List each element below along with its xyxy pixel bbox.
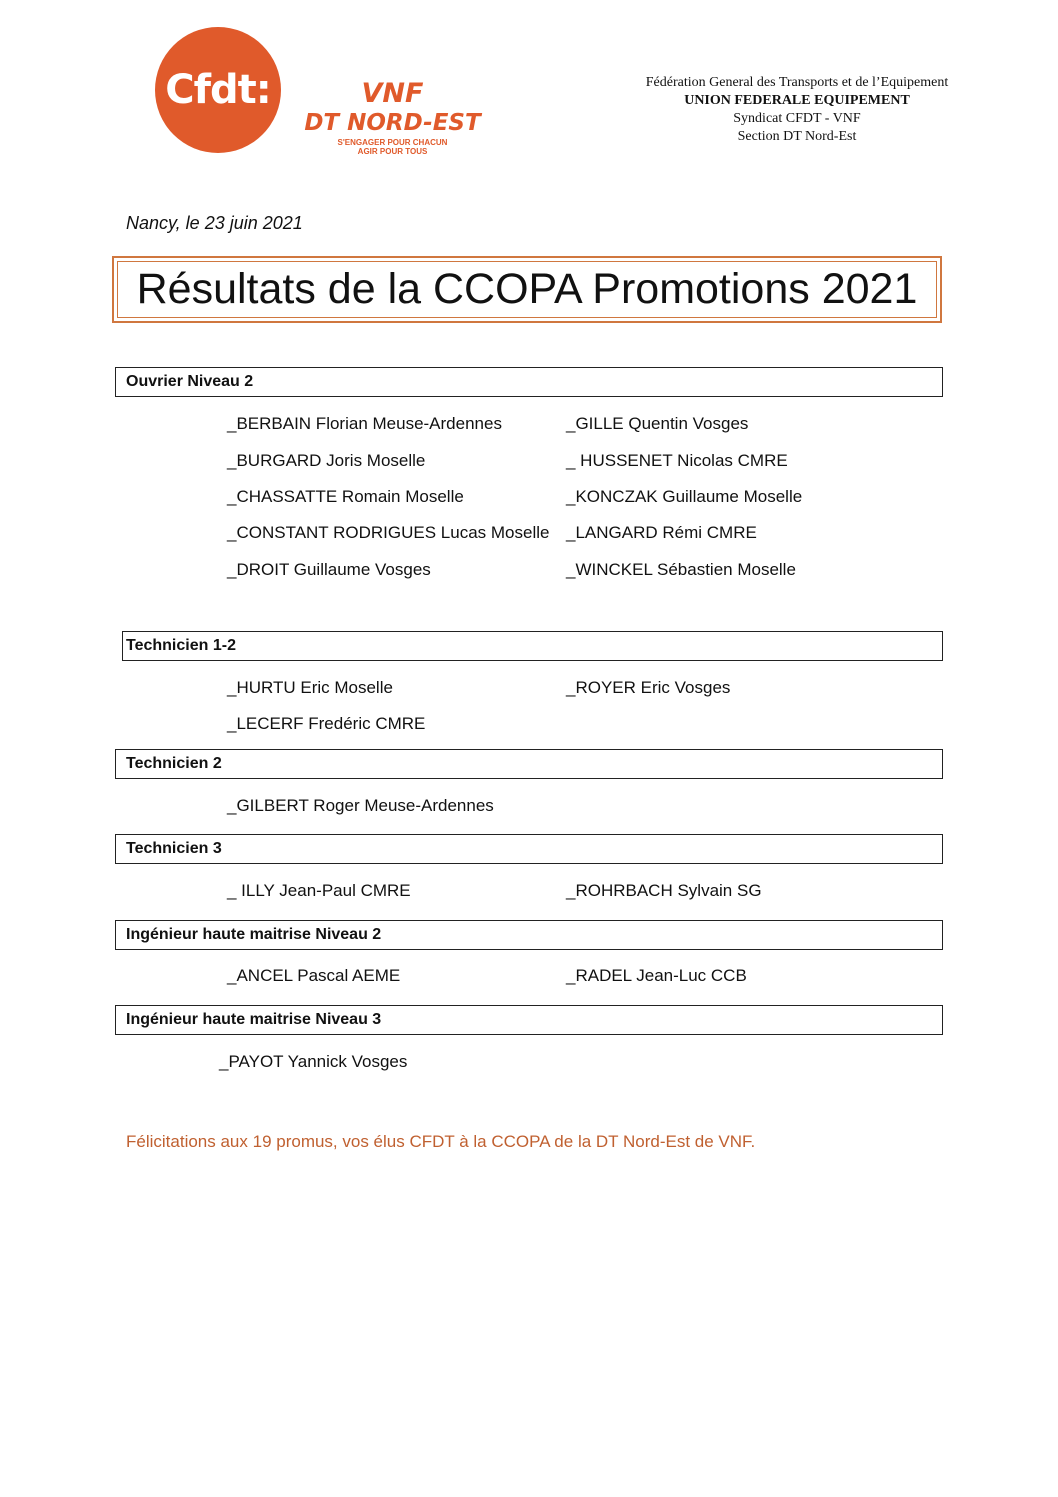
promoted-name: _RADEL Jean-Luc CCB	[566, 966, 747, 985]
vnf-logo-line2: DT NORD-EST	[304, 110, 481, 136]
promoted-name: _CONSTANT RODRIGUES Lucas Moselle	[227, 523, 550, 542]
section-heading: Technicien 2	[115, 749, 943, 779]
promoted-name: _CHASSATTE Romain Moselle	[227, 487, 464, 506]
promoted-name: _DROIT Guillaume Vosges	[227, 560, 431, 579]
section-heading: Ingénieur haute maitrise Niveau 2	[115, 920, 943, 950]
section-heading: Ouvrier Niveau 2	[115, 367, 943, 397]
vnf-tagline-1: S'ENGAGER POUR CHACUN	[337, 138, 448, 147]
promoted-name: _WINCKEL Sébastien Moselle	[566, 560, 796, 579]
vnf-tagline-2: AGIR POUR TOUS	[357, 147, 428, 156]
vnf-logo	[300, 80, 485, 156]
promoted-name: _HURTU Eric Moselle	[227, 678, 393, 697]
promoted-name: _GILLE Quentin Vosges	[566, 414, 749, 433]
footer-message: Félicitations aux 19 promus, vos élus CFDT à la CCOPA de la DT Nord-Est de VNF.	[126, 1132, 756, 1151]
vnf-logo-line1: VNF	[361, 78, 424, 109]
promoted-name: _ ILLY Jean-Paul CMRE	[227, 881, 411, 900]
promoted-name: _KONCZAK Guillaume Moselle	[566, 487, 803, 506]
page-title: Résultats de la CCOPA Promotions 2021	[117, 261, 937, 318]
syndicat-name: Syndicat CFDT - VNF	[733, 111, 861, 126]
section-heading: Ingénieur haute maitrise Niveau 3	[115, 1005, 943, 1035]
cfdt-logo-text: Cfdt:	[165, 67, 271, 113]
promoted-name: _ HUSSENET Nicolas CMRE	[566, 451, 788, 470]
federation-block	[600, 74, 994, 146]
promoted-name: _ANCEL Pascal AEME	[227, 966, 401, 985]
title-box	[112, 256, 942, 323]
section-heading: Technicien 3	[115, 834, 943, 864]
promoted-name: _BURGARD Joris Moselle	[227, 451, 426, 470]
promoted-name: _LECERF Fredéric CMRE	[227, 714, 426, 733]
cfdt-logo	[155, 27, 281, 153]
promoted-name: _LANGARD Rémi CMRE	[566, 523, 757, 542]
federation-name: Fédération General des Transports et de l’Equipement	[645, 75, 949, 90]
section-name: Section DT Nord-Est	[737, 129, 857, 144]
union-name: UNION FEDERALE EQUIPEMENT	[684, 93, 910, 108]
promoted-name: _ROYER Eric Vosges	[566, 678, 731, 697]
section-heading: Technicien 1-2	[122, 631, 943, 661]
promoted-name: _BERBAIN Florian Meuse-Ardennes	[227, 414, 502, 433]
document-date: Nancy, le 23 juin 2021	[126, 213, 303, 233]
promoted-name: _PAYOT Yannick Vosges	[219, 1052, 408, 1071]
promoted-name: _ROHRBACH Sylvain SG	[566, 881, 762, 900]
promoted-name: _GILBERT Roger Meuse-Ardennes	[227, 796, 494, 815]
